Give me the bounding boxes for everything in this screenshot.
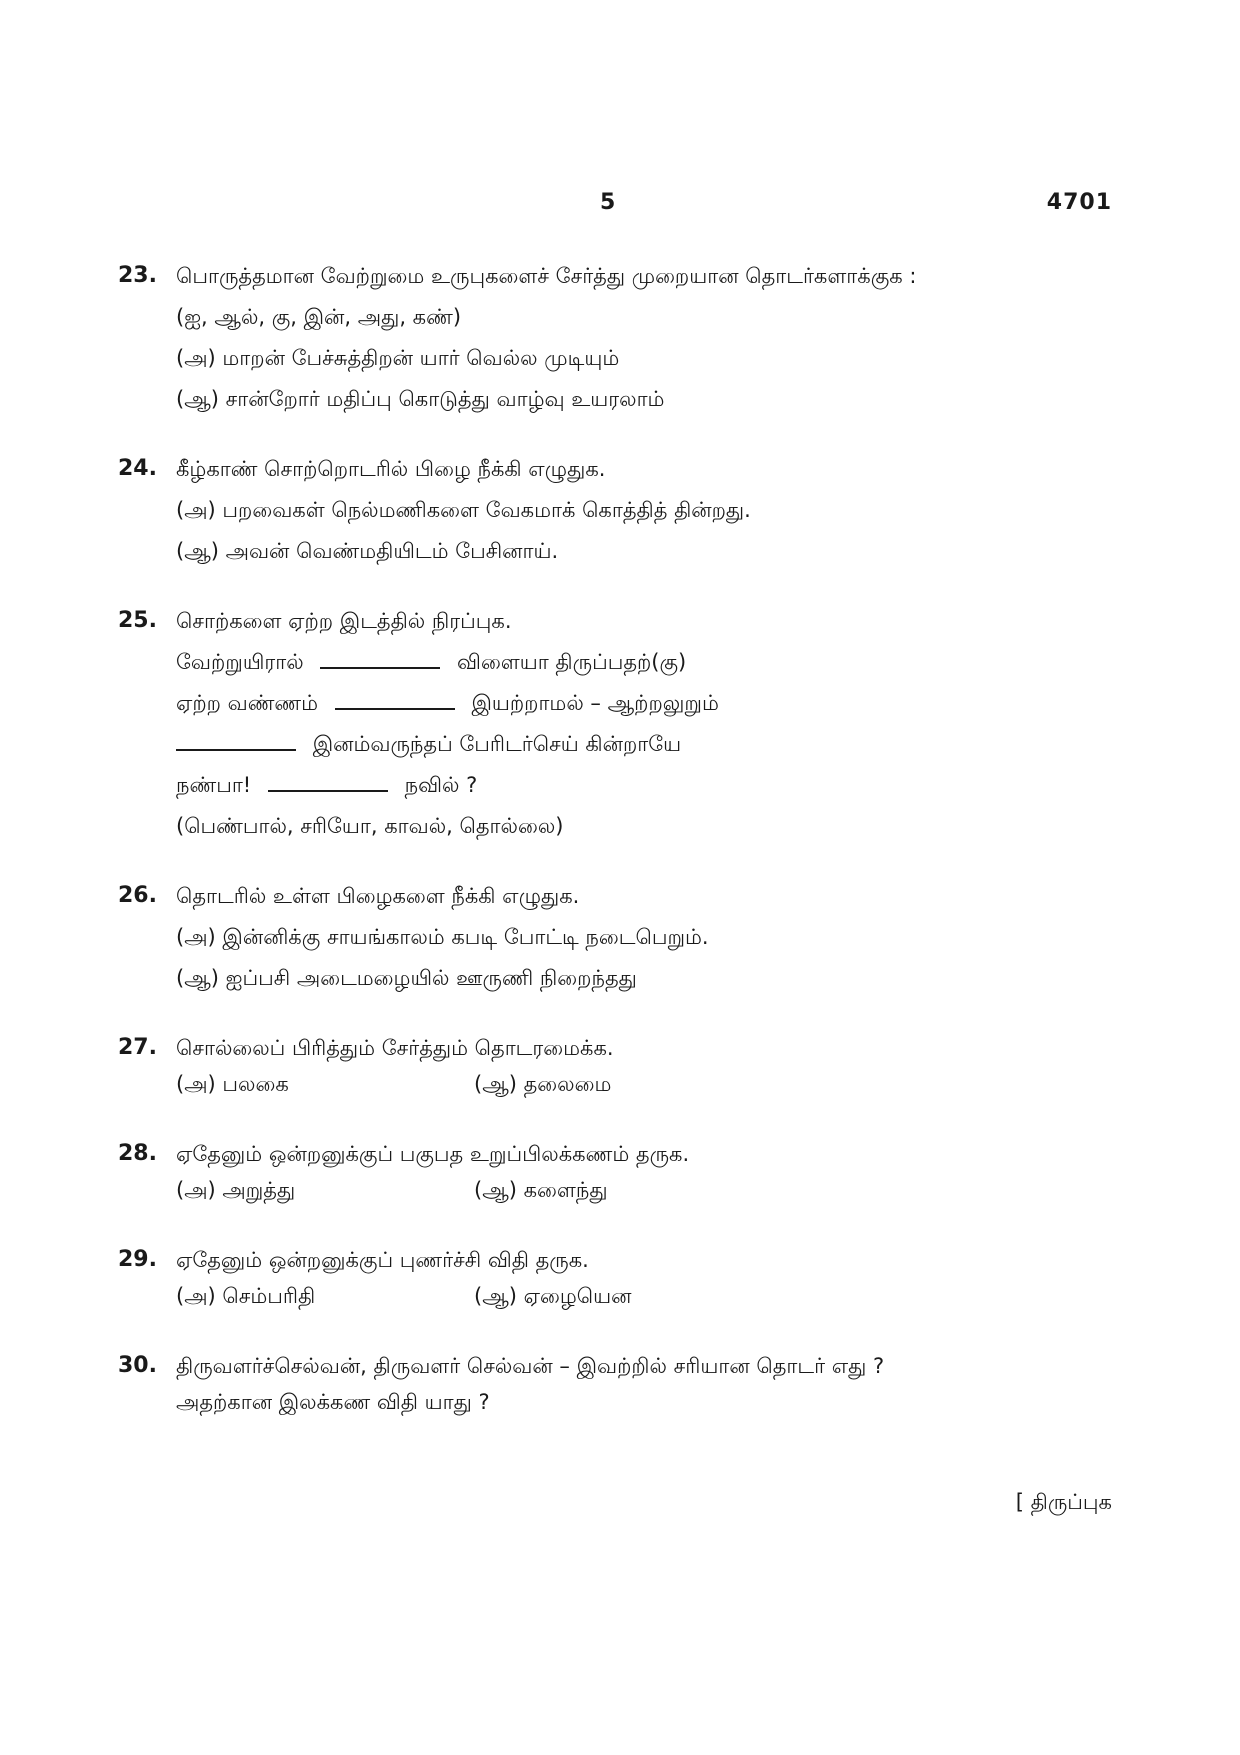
question-body	[176, 1136, 1128, 1208]
question-item-b: (ஆ) களைந்து	[474, 1178, 608, 1202]
question-prompt: சொற்களை ஏற்ற இடத்தில் நிரப்புக.	[176, 609, 512, 633]
fill-blank-4	[268, 768, 388, 792]
choice-row	[176, 1172, 1128, 1208]
question-number: 28.	[118, 1141, 157, 1166]
question-item-a: (அ) பலகை	[176, 1072, 289, 1096]
poem-line-4	[176, 767, 1128, 803]
poem-line-1	[176, 644, 1128, 680]
question-number: 23.	[118, 263, 157, 288]
question-body	[176, 1348, 1128, 1420]
question-28	[118, 1136, 1128, 1208]
fill-blank-3	[176, 727, 296, 751]
question-item-a: (அ) இன்னிக்கு சாயங்காலம் கபடி போட்டி நடைபெறும்.	[176, 925, 709, 949]
question-item-a: (அ) அறுத்து	[176, 1178, 296, 1202]
question-item-b: (ஆ) தலைமை	[474, 1072, 612, 1096]
paper-code: 4701	[1046, 190, 1112, 215]
poem-text: விளையா திருப்பதற்(கு)	[457, 650, 687, 674]
choice-row	[176, 1278, 1128, 1314]
choice-row	[176, 1066, 1128, 1102]
question-item-a: (அ) பறவைகள் நெல்மணிகளை வேகமாக் கொத்தித் தின்றது.	[176, 498, 751, 522]
question-body	[176, 258, 1128, 417]
question-prompt: திருவளர்ச்செல்வன், திருவளர் செல்வன் – இவற்றில் சரியான தொடர் எது ?	[176, 1354, 885, 1378]
question-body	[176, 1242, 1128, 1314]
question-list	[118, 258, 1128, 1420]
question-number: 25.	[118, 608, 157, 633]
question-23	[118, 258, 1128, 417]
question-item-b: (ஆ) ஏழையென	[474, 1284, 632, 1308]
question-26	[118, 878, 1128, 996]
question-number: 24.	[118, 456, 157, 481]
question-prompt: ஏதேனும் ஒன்றனுக்குப் பகுபத உறுப்பிலக்கணம் தருக.	[176, 1142, 690, 1166]
question-prompt: சொல்லைப் பிரித்தும் சேர்த்தும் தொடரமைக்க.	[176, 1036, 614, 1060]
question-item-b: (ஆ) ஐப்பசி அடைமழையில் ஊருணி நிறைந்தது	[176, 966, 637, 990]
page-number: 5	[600, 190, 616, 215]
question-options: (பெண்பால், சரியோ, காவல், தொல்லை)	[176, 814, 564, 838]
question-body	[176, 451, 1128, 569]
question-item-b: (ஆ) சான்றோர் மதிப்பு கொடுத்து வாழ்வு உயரலாம்	[176, 387, 665, 411]
poem-text: இனம்வருந்தப் பேரிடர்செய் கின்றாயே	[312, 732, 682, 756]
question-body	[176, 878, 1128, 996]
question-number: 26.	[118, 883, 157, 908]
poem-text: வேற்றுயிரால்	[176, 650, 304, 674]
question-27	[118, 1030, 1128, 1102]
question-item-b: (ஆ) அவன் வெண்மதியிடம் பேசினாய்.	[176, 539, 559, 563]
question-number: 27.	[118, 1035, 157, 1060]
question-number: 30.	[118, 1353, 157, 1378]
question-prompt: கீழ்காண் சொற்றொடரில் பிழை நீக்கி எழுதுக.	[176, 457, 606, 481]
poem-text: இயற்றாமல் – ஆற்றலுறும்	[471, 691, 719, 715]
question-number: 29.	[118, 1247, 157, 1272]
poem-text: நண்பா!	[176, 773, 252, 797]
poem-text: நவில் ?	[404, 773, 478, 797]
question-prompt-continued: அதற்கான இலக்கண விதி யாது ?	[176, 1390, 490, 1414]
poem-line-2	[176, 685, 1128, 721]
fill-blank-2	[335, 686, 455, 710]
question-item-a: (அ) மாறன் பேச்சுத்திறன் யார் வெல்ல முடியும்	[176, 346, 620, 370]
fill-blank-1	[320, 645, 440, 669]
question-prompt: தொடரில் உள்ள பிழைகளை நீக்கி எழுதுக.	[176, 884, 580, 908]
question-item-a: (அ) செம்பரிதி	[176, 1284, 316, 1308]
question-prompt: ஏதேனும் ஒன்றனுக்குப் புணர்ச்சி விதி தருக.	[176, 1248, 589, 1272]
poem-line-3	[176, 726, 1128, 762]
question-25	[118, 603, 1128, 844]
turn-over-note: [ திருப்புக	[1015, 1490, 1112, 1514]
question-29	[118, 1242, 1128, 1314]
question-30	[118, 1348, 1128, 1420]
question-prompt: பொருத்தமான வேற்றுமை உருபுகளைச் சேர்த்து முறையான தொடர்களாக்குக :	[176, 264, 917, 288]
question-options: (ஐ, ஆல், கு, இன், அது, கண்)	[176, 305, 462, 329]
question-24	[118, 451, 1128, 569]
question-body	[176, 1030, 1128, 1102]
question-body	[176, 603, 1128, 844]
poem-text: ஏற்ற வண்ணம்	[176, 691, 319, 715]
